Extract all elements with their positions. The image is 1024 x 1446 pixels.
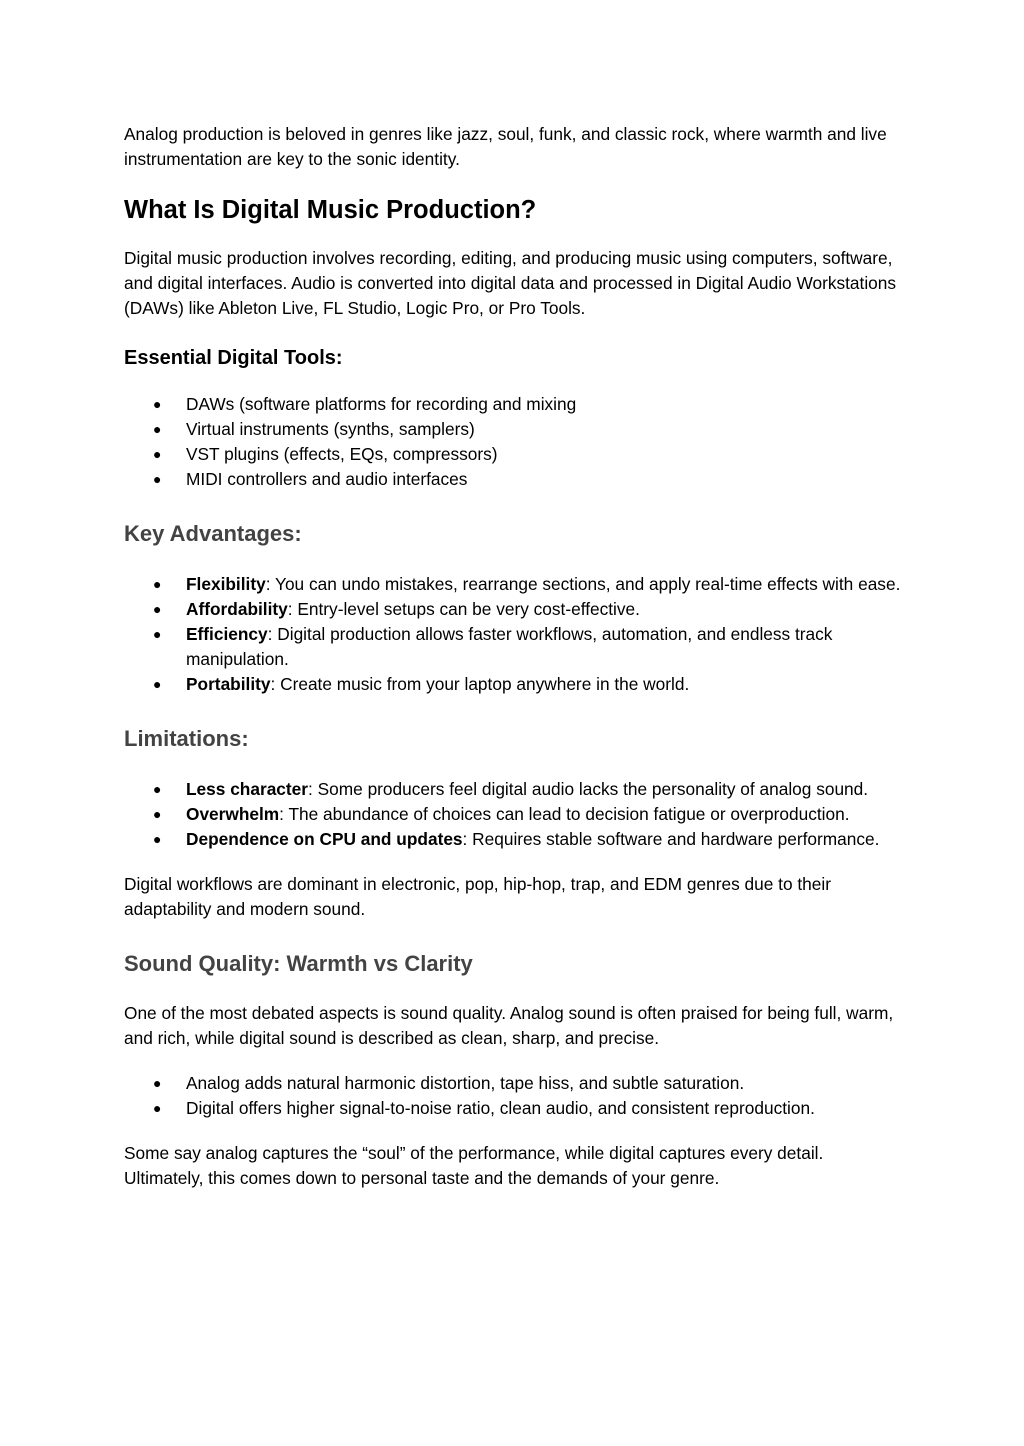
list-item	[124, 622, 904, 672]
bullet-icon: ●	[153, 806, 162, 822]
digital-production-paragraph: Digital music production involves recording, editing, and producing music using computers, software, and digital interfaces. Audio is converted into digital data and processed in Digital Audio Workstations (DAWs) like Ableton Live, FL Studio, Logic Pro, or Pro Tools.	[124, 248, 897, 318]
bullet-icon: ●	[153, 1075, 162, 1091]
list-item	[124, 597, 904, 622]
sound-quality-list	[124, 1071, 904, 1121]
limitation-text: : Some producers feel digital audio lacks the personality of analog sound.	[308, 779, 869, 799]
bullet-icon: ●	[153, 601, 162, 617]
bullet-icon: ●	[153, 676, 162, 692]
bullet-icon: ●	[153, 1100, 162, 1116]
limitation-text: : The abundance of choices can lead to decision fatigue or overproduction.	[279, 804, 850, 824]
digital-production-heading: What Is Digital Music Production?	[124, 196, 537, 224]
list-item: ● Analog adds natural harmonic distortion, tape hiss, and subtle saturation.	[124, 1071, 904, 1096]
advantage-text: : Digital production allows faster workflows, automation, and endless track manipulation.	[186, 624, 833, 669]
bullet-icon: ●	[153, 831, 162, 847]
limitation-term: Less character	[186, 779, 309, 799]
bullet-icon: ●	[153, 781, 162, 797]
advantage-term: Portability	[186, 674, 271, 694]
list-item	[124, 672, 904, 697]
list-item: ● Digital offers higher signal-to-noise ratio, clean audio, and consistent reproduction.	[124, 1096, 904, 1121]
list-item: ● VST plugins (effects, EQs, compressors)	[124, 442, 904, 467]
limitations-list	[124, 777, 904, 852]
list-item	[124, 572, 904, 597]
key-advantages-heading: Key Advantages:	[124, 521, 302, 546]
advantage-term: Flexibility	[186, 574, 266, 594]
advantage-text: : Entry-level setups can be very cost-effective.	[287, 599, 640, 619]
document-page	[124, 122, 904, 1191]
list-item	[124, 802, 904, 827]
key-advantages-list	[124, 572, 904, 697]
advantage-text: : You can undo mistakes, rearrange sections, and apply real-time effects with ease.	[265, 574, 901, 594]
list-item: ● Virtual instruments (synths, samplers)	[124, 417, 904, 442]
intro-paragraph: Analog production is beloved in genres like jazz, soul, funk, and classic rock, where warmth and live instrumentation are key to the sonic identity.	[124, 124, 887, 169]
bullet-icon: ●	[153, 471, 162, 487]
list-item: ● MIDI controllers and audio interfaces	[124, 467, 904, 492]
bullet-icon: ●	[153, 421, 162, 437]
bullet-icon: ●	[153, 446, 162, 462]
closing-paragraph: Some say analog captures the “soul” of the performance, while digital captures every detail. Ultimately, this comes down to personal taste and the demands of your genre.	[124, 1143, 824, 1188]
advantage-text: : Create music from your laptop anywhere in the world.	[270, 674, 690, 694]
sound-quality-paragraph: One of the most debated aspects is sound quality. Analog sound is often praised for being full, warm, and rich, while digital sound is described as clean, sharp, and precise.	[124, 1003, 894, 1048]
essential-tools-list	[124, 392, 904, 492]
bullet-icon: ●	[153, 576, 162, 592]
limitation-text: : Requires stable software and hardware performance.	[462, 829, 880, 849]
list-item	[124, 777, 904, 802]
digital-workflows-paragraph: Digital workflows are dominant in electronic, pop, hip-hop, trap, and EDM genres due to their adaptability and modern sound.	[124, 874, 831, 919]
limitation-term: Dependence on CPU and updates	[186, 829, 463, 849]
bullet-icon: ●	[153, 396, 162, 412]
advantage-term: Efficiency	[186, 624, 268, 644]
limitation-term: Overwhelm	[186, 804, 280, 824]
advantage-term: Affordability	[186, 599, 288, 619]
essential-tools-heading: Essential Digital Tools:	[124, 347, 343, 369]
list-item	[124, 827, 904, 852]
bullet-icon: ●	[153, 626, 162, 642]
limitations-heading: Limitations:	[124, 726, 249, 751]
list-item: ● DAWs (software platforms for recording and mixing	[124, 392, 904, 417]
sound-quality-heading: Sound Quality: Warmth vs Clarity	[124, 951, 473, 976]
